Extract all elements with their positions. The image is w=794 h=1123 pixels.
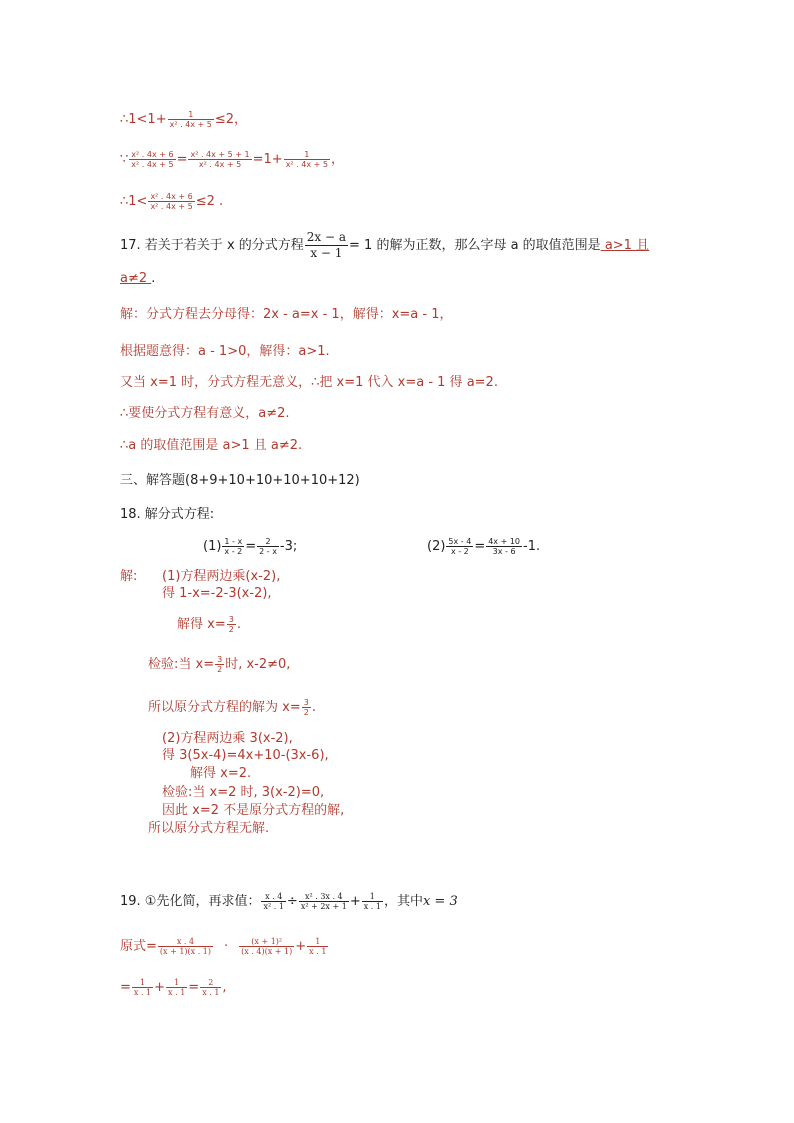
fraction (166, 978, 187, 997)
question-17 (120, 230, 649, 261)
numerator: 3 (303, 698, 309, 707)
numerator: 1 (307, 937, 328, 947)
text: =1+ (252, 152, 283, 167)
denominator: x − 1 (310, 246, 343, 260)
text: + (295, 939, 307, 954)
solution-step (148, 655, 290, 674)
answer-blank: a>1 且 (600, 238, 650, 253)
answer-blank: a≠2 (120, 271, 152, 286)
text: = (245, 539, 257, 554)
numerator: 4x + 10 (488, 537, 521, 546)
denominator: x . 1 (133, 988, 152, 997)
numerator: 2 (200, 978, 221, 988)
text: ≤2 . (195, 194, 224, 209)
numerator: x² . 3x . 4 (299, 892, 349, 902)
fraction (261, 892, 285, 911)
fraction (257, 537, 279, 556)
identity-line (120, 150, 344, 169)
fraction (222, 537, 244, 556)
text: 检验:当 x= (148, 657, 215, 672)
question-19 (120, 892, 458, 911)
fraction (362, 892, 383, 911)
denominator: 2 (303, 708, 309, 717)
denominator: (x . 4)(x + 1) (241, 947, 293, 956)
text: 解得 x= (177, 617, 226, 632)
solution-step: 得 1-x=-2-3(x-2), (162, 586, 272, 601)
numerator: 5x - 4 (448, 537, 472, 546)
solution-step (177, 615, 241, 634)
denominator: x² . 4x + 5 (150, 202, 193, 211)
solution-step: 所以原分式方程无解. (148, 821, 270, 836)
q19-result-2 (120, 978, 227, 997)
solution-step: (1)方程两边乘(x-2), (162, 569, 281, 584)
question-18-title: 18. 解分式方程: (120, 507, 215, 522)
fraction (307, 937, 328, 956)
solution-step (148, 698, 316, 717)
numerator: 1 (166, 978, 187, 988)
numerator: x² . 4x + 5 + 1 (190, 150, 250, 159)
fraction (148, 192, 194, 211)
condition: x = 3 (422, 894, 458, 909)
numerator: (x + 1)² (239, 937, 294, 947)
q18-part1 (203, 537, 297, 556)
text: = 1 的解为正数，那么字母 a 的取值范围是 (349, 238, 601, 253)
question-17-cont (120, 270, 155, 288)
numerator: x . 4 (261, 892, 285, 902)
solution-step: 根据题意得：a - 1>0，解得：a>1. (120, 344, 330, 359)
text: + (154, 980, 166, 995)
fraction (227, 615, 236, 634)
numerator: x² . 4x + 6 (150, 192, 193, 201)
text: (1) (203, 539, 222, 554)
text: · (224, 939, 229, 954)
solution-step: 因此 x=2 不是原分式方程的解, (162, 803, 345, 818)
fraction (132, 978, 153, 997)
denominator: x² . 4x + 5 (131, 160, 174, 169)
denominator: x - 2 (450, 547, 469, 556)
solution-step: ∴a 的取值范围是 a>1 且 a≠2. (120, 438, 303, 453)
q18-part2 (427, 537, 540, 556)
numerator: 3 (217, 655, 223, 664)
text: ≤2， (214, 112, 248, 127)
denominator: x² + 2x + 1 (300, 902, 347, 911)
denominator: 2 - x (259, 547, 277, 556)
text: 17. 若关于若关于 x 的分式方程 (120, 238, 304, 253)
inequality-line-2 (120, 192, 223, 211)
section-title: 三、解答题(8+9+10+10+10+10+12) (120, 473, 360, 488)
numerator: 3 (228, 615, 234, 624)
text: = (120, 980, 131, 995)
text: . (311, 700, 316, 715)
fraction (486, 537, 522, 556)
text: ∵ (120, 152, 129, 167)
fraction (239, 937, 294, 956)
text: -3; (279, 539, 298, 554)
fraction (129, 150, 175, 169)
denominator: x . 1 (202, 988, 220, 997)
denominator: (x + 1)(x . 1) (159, 947, 212, 956)
numerator: 1 (132, 978, 153, 988)
text: + (349, 894, 361, 909)
text: -1. (523, 539, 541, 554)
text: . (151, 271, 156, 286)
fraction (446, 537, 473, 556)
text: ， (330, 152, 344, 167)
text: = (176, 152, 188, 167)
denominator: 3x - 6 (492, 547, 516, 556)
solution-step: ∴要使分式方程有意义，a≠2. (120, 406, 290, 421)
denominator: x² . 4x + 5 (285, 160, 328, 169)
text: (2) (427, 539, 446, 554)
fraction (188, 150, 251, 169)
fraction (215, 655, 224, 674)
denominator: x² . 4x + 5 (198, 160, 242, 169)
numerator: x . 4 (158, 937, 213, 947)
numerator: 1 (362, 892, 383, 902)
denominator: x² . 1 (263, 902, 284, 911)
text: = (474, 539, 486, 554)
denominator: x² . 4x + 5 (169, 120, 212, 129)
numerator: 1 (168, 110, 214, 120)
numerator: 2x − a (306, 230, 347, 244)
denominator: x . 1 (363, 902, 381, 911)
fraction (305, 230, 348, 261)
text: 所以原分式方程的解为 x= (148, 700, 301, 715)
numerator: 1 - x (224, 537, 243, 546)
fraction (299, 892, 349, 911)
solution-step: 得 3(5x-4)=4x+10-(3x-6), (162, 748, 329, 763)
solution-step: (2)方程两边乘 3(x-2), (162, 731, 293, 746)
solution-step: 又当 x=1 时，分式方程无意义，∴把 x=1 代入 x=a - 1 得 a=2. (120, 375, 498, 390)
text: ∴1<1+ (120, 112, 167, 127)
text: 19. ①先化简，再求值： (120, 894, 261, 909)
text: . (236, 617, 241, 632)
solution-step: 解：分式方程去分母得：2x - a=x - 1，解得：x=a - 1， (120, 307, 453, 322)
solution-step: 检验:当 x=2 时, 3(x-2)=0, (162, 785, 325, 800)
text: = (188, 980, 200, 995)
text: 原式= (120, 939, 157, 954)
denominator: x . 1 (168, 988, 186, 997)
solution-step: 解得 x=2. (190, 766, 252, 781)
q19-result-1 (120, 937, 329, 956)
text: ∴1< (120, 194, 148, 209)
fraction (158, 937, 213, 956)
fraction (200, 978, 221, 997)
text: ，其中 (383, 894, 423, 909)
numerator: 1 (284, 150, 330, 160)
denominator: 2 (228, 625, 234, 634)
text: ÷ (286, 894, 298, 909)
numerator: 2 (257, 537, 279, 547)
denominator: x - 2 (224, 547, 243, 556)
text: , (222, 980, 227, 995)
denominator: 2 (217, 665, 223, 674)
solution-label: 解: (120, 569, 138, 584)
denominator: x . 1 (309, 947, 327, 956)
text: 时, x-2≠0, (225, 657, 291, 672)
fraction (302, 698, 311, 717)
fraction (168, 110, 214, 129)
fraction (284, 150, 330, 169)
numerator: x² . 4x + 6 (131, 150, 174, 159)
inequality-line-1 (120, 110, 247, 129)
